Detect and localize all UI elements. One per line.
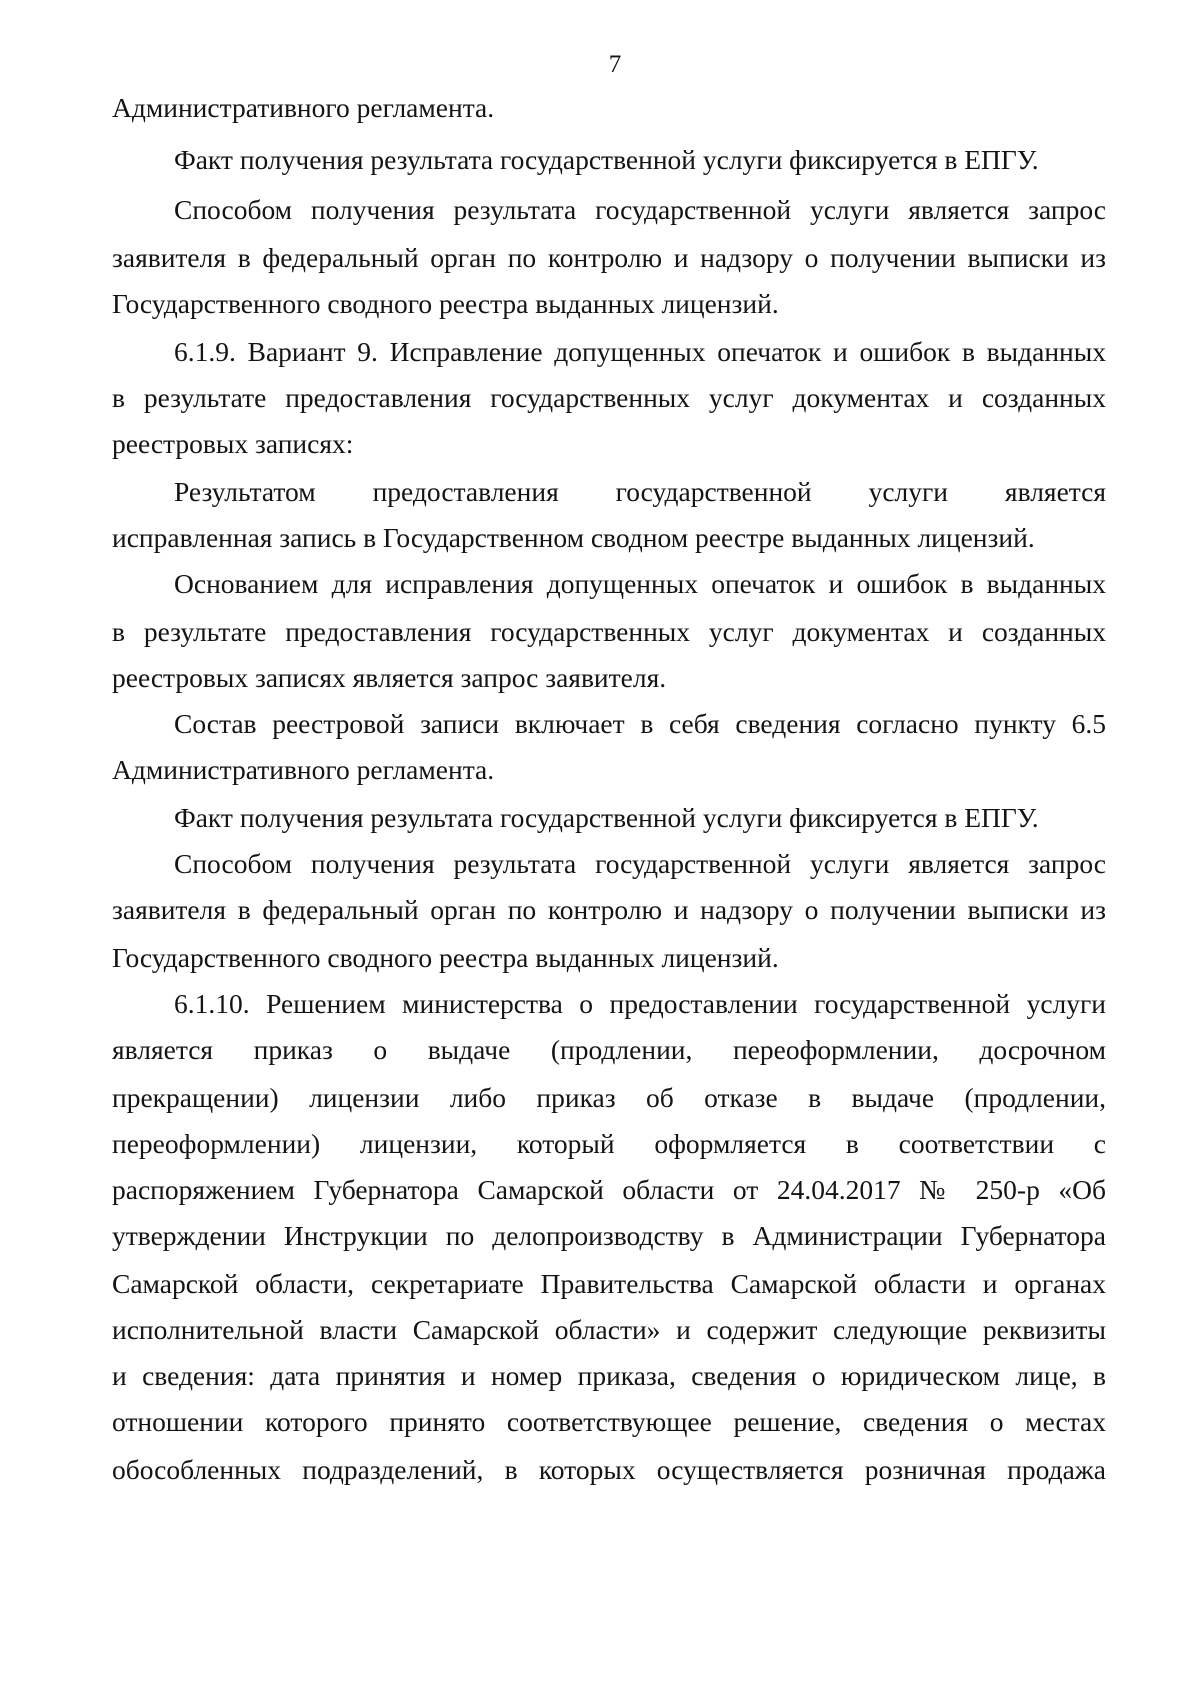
text-line: в результате предоставления государственных услуг документах и созданных — [112, 616, 1106, 647]
text-line: 6.1.10. Решением министерства о предоставлении государственной услуги — [174, 988, 1106, 1019]
text-line: в результате предоставления государственных услуг документах и созданных — [112, 382, 1106, 413]
text-line: Факт получения результата государственной услуги фиксируется в ЕПГУ. — [174, 144, 1039, 175]
text-line: обособленных подразделений, в которых осуществляется розничная продажа — [112, 1454, 1106, 1485]
text-line: Результатом предоставления государственной услуги является — [174, 476, 1106, 507]
text-line: прекращении) лицензии либо приказ об отказе в выдаче (продлении, — [112, 1082, 1106, 1113]
text-line: Государственного сводного реестра выданных лицензий. — [112, 942, 779, 973]
text-line: Способом получения результата государственной услуги является запрос — [174, 848, 1106, 879]
text-line: исполнительной власти Самарской области» и содержит следующие реквизиты — [112, 1314, 1106, 1345]
text-line: Факт получения результата государственной услуги фиксируется в ЕПГУ. — [174, 802, 1039, 833]
page-number: 7 — [608, 51, 622, 78]
text-line: Государственного сводного реестра выданных лицензий. — [112, 288, 779, 319]
text-line: заявителя в федеральный орган по контролю и надзору о получении выписки из — [112, 242, 1106, 273]
text-line: и сведения: дата принятия и номер приказа, сведения о юридическом лице, в — [112, 1360, 1106, 1391]
text-line: Способом получения результата государственной услуги является запрос — [174, 194, 1106, 225]
text-line: реестровых записях: — [112, 428, 354, 459]
text-line: переоформлении) лицензии, который оформляется в соответствии с — [112, 1128, 1106, 1159]
text-line: реестровых записях является запрос заявителя. — [112, 662, 667, 693]
text-line: Самарской области, секретариате Правительства Самарской области и органах — [112, 1268, 1106, 1299]
text-line: исправленная запись в Государственном сводном реестре выданных лицензий. — [112, 522, 1035, 553]
text-line: Административного регламента. — [112, 754, 495, 785]
text-line: отношении которого принято соответствующее решение, сведения о местах — [112, 1406, 1106, 1437]
text-line: 6.1.9. Вариант 9. Исправление допущенных опечаток и ошибок в выданных — [174, 336, 1106, 367]
text-line: заявителя в федеральный орган по контролю и надзору о получении выписки из — [112, 894, 1106, 925]
text-line: утверждении Инструкции по делопроизводству в Администрации Губернатора — [112, 1220, 1106, 1251]
text-line: Основанием для исправления допущенных опечаток и ошибок в выданных — [174, 568, 1106, 599]
text-line: распоряжением Губернатора Самарской области от 24.04.2017 № 250-р «Об — [112, 1174, 1106, 1205]
text-line: Административного регламента. — [112, 92, 495, 123]
text-line: Состав реестровой записи включает в себя сведения согласно пункту 6.5 — [174, 708, 1106, 739]
text-line: является приказ о выдаче (продлении, переоформлении, досрочном — [112, 1034, 1106, 1065]
